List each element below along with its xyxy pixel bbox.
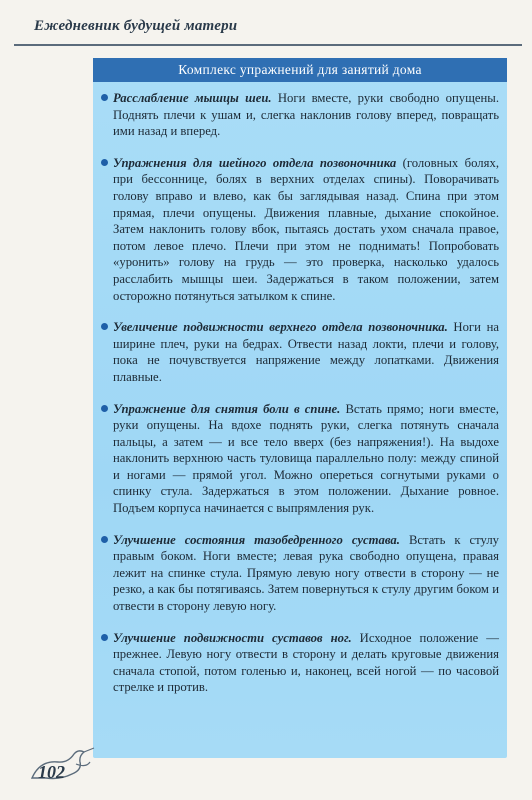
exercise-panel <box>93 58 507 758</box>
bullet-icon <box>101 159 108 166</box>
page-number: 102 <box>38 762 65 782</box>
header-rule <box>14 44 522 46</box>
exercise-text: Ноги вместе, руки свободно опущены. Поднять плечи к ушам и, слегка наклонив голову вперед, повращать ими назад и вперед. <box>113 91 500 139</box>
exercise-heading: Увеличение подвижности верхнего отдела позвоночника. <box>113 320 448 335</box>
exercise-text: Исходное положение — прежнее. Левую ногу отвести в сторону и делать круговые движения сначала стопой, потом голенью и, наконец, всей ногой — по часовой стрелке и против. <box>113 630 499 695</box>
exercise-text: (головных болях, при бессоннице, болях в верхних отделах спины). Поворачивать голову вправо и влево, как бы заглядывая назад. Спина при этом прямая, плечи опущены. Движения плавные, дыхание спокойное. Затем наклонить голову вбок, пытаясь достать ухом сначала правое, потом левое плечо. Плечи при этом не поднимать! Попробовать «уронить» голову на грудь — это проверка, насколько удалось расслабить мышцы шеи. Задержаться в таком положении, затем осторожно потянуться затылком к спине. <box>113 155 499 303</box>
exercise-item <box>103 401 499 517</box>
bullet-icon <box>101 405 108 412</box>
exercise-item <box>103 532 499 615</box>
exercise-item <box>103 90 499 140</box>
exercise-text: Ноги на ширине плеч, руки на бедрах. Отвести назад локти, плечи и голову, пока не почувствуется напряжение между лопатками. Движения плавные. <box>113 320 499 384</box>
exercise-item <box>103 319 499 385</box>
panel-title: Комплекс упражнений для занятий дома <box>93 58 507 82</box>
exercise-heading: Упражнение для снятия боли в спине. <box>113 401 341 416</box>
exercise-item <box>103 155 499 304</box>
bullet-icon <box>101 536 108 543</box>
bullet-icon <box>101 94 108 101</box>
exercise-text: Встать к стулу правым боком. Ноги вместе; левая рука свободно опущена, правая лежит на спинке стула. Прямую левую ногу отвести в сторону — не резко, а как бы потягиваясь. Затем повернуться к стулу другим боком и отвести в сторону левую ногу. <box>113 532 499 614</box>
bullet-icon <box>101 323 108 330</box>
exercise-heading: Расслабление мышцы шеи. <box>113 91 272 105</box>
bullet-icon <box>101 634 108 641</box>
exercise-item <box>103 630 499 696</box>
book-title: Ежедневник будущей матери <box>34 18 238 34</box>
running-head <box>14 14 522 42</box>
exercise-heading: Улучшение состояния тазобедренного сустава. <box>113 532 400 547</box>
exercise-heading: Упражнения для шейного отдела позвоночника <box>113 155 397 170</box>
exercise-text: Встать прямо; ноги вместе, руки опущены. На вдохе поднять руки, слегка потянуть сначала пальцы, а затем — и все тело вверх (без напряжения!). На выдохе наклонить верхнюю часть туловища параллельно полу: между спиной и ногами — прямой угол. Можно опереться согнутыми руками о спинку стула. Задержаться в этом положении. Дыхание ровное. Подъем корпуса начинается с выпрямления рук. <box>113 401 499 516</box>
exercise-list <box>103 90 499 711</box>
exercise-heading: Улучшение подвижности суставов ног. <box>113 630 352 645</box>
